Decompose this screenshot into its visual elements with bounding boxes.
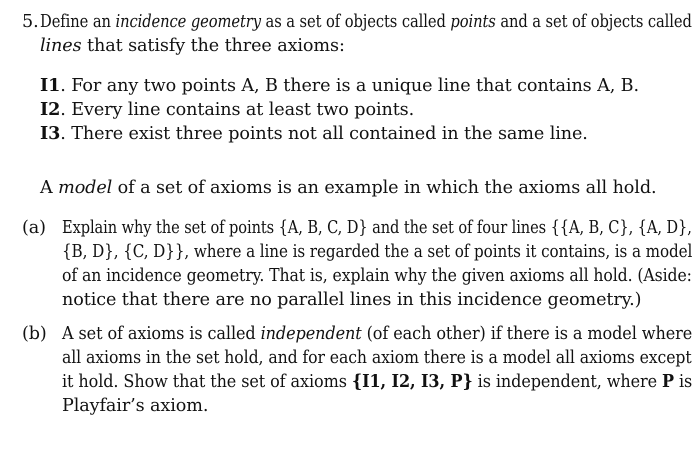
part-b-text: is <box>673 372 693 392</box>
part-b-label: (b) <box>22 324 47 344</box>
axiom-i3 <box>40 122 588 146</box>
axiom-text: . For any two points A, B there is a unique line that contains A, B. <box>60 76 640 96</box>
model-text: of a set of axioms is an example in which the axioms all hold. <box>112 178 657 198</box>
part-b-text: it hold. Show that the set of axioms <box>62 372 352 392</box>
axiom-label: I2 <box>40 99 61 120</box>
intro-text: as a set of objects called <box>260 12 451 32</box>
playfair-symbol: P <box>662 371 674 392</box>
model-text: A <box>40 178 59 198</box>
intro-text: and a set of objects called <box>495 12 692 32</box>
model-definition <box>40 176 656 200</box>
axiom-label: I1 <box>40 75 61 96</box>
intro-text: Define an <box>40 12 116 32</box>
axiom-text: . Every line contains at least two points. <box>60 100 415 120</box>
part-b-text: A set of axioms is called <box>62 324 261 344</box>
part-b-line-3 <box>62 370 692 394</box>
part-b-text: is independent, where <box>472 372 663 392</box>
part-b-line-4: Playfair’s axiom. <box>62 396 209 416</box>
term-lines: lines <box>40 36 82 56</box>
part-a-line-1: Explain why the set of points {A, B, C, D} and the set of four lines {{A, B, C}, {A, D}, <box>62 218 692 238</box>
part-a-label: (a) <box>22 218 46 238</box>
part-a-line-2: {B, D}, {C, D}}, where a line is regarded the a set of points it contains, is a model <box>62 242 693 262</box>
intro-line-1 <box>40 10 692 34</box>
axiom-text: . There exist three points not all contained in the same line. <box>60 124 588 144</box>
axiom-i1 <box>40 74 639 98</box>
term-points: points <box>450 12 496 32</box>
problem-number: 5. <box>22 12 39 32</box>
axiom-label: I3 <box>40 123 61 144</box>
term-model: model <box>58 178 113 198</box>
part-a-line-4: notice that there are no parallel lines in this incidence geometry.) <box>62 290 642 310</box>
axiom-i2 <box>40 98 414 122</box>
axiom-set: {I1, I2, I3, P} <box>351 371 473 392</box>
part-b-text: (of each other) if there is a model where <box>361 324 693 344</box>
part-a-line-3: of an incidence geometry. That is, explain why the given axioms all hold. (Aside: <box>62 266 692 286</box>
part-b-line-1 <box>62 322 692 346</box>
part-b-line-2: all axioms in the set hold, and for each axiom there is a model all axioms except <box>62 348 692 368</box>
term-incidence-geometry: incidence geometry <box>115 12 261 32</box>
intro-line-2 <box>40 34 345 58</box>
intro-text: that satisfy the three axioms: <box>81 36 345 56</box>
term-independent: independent <box>260 324 362 344</box>
